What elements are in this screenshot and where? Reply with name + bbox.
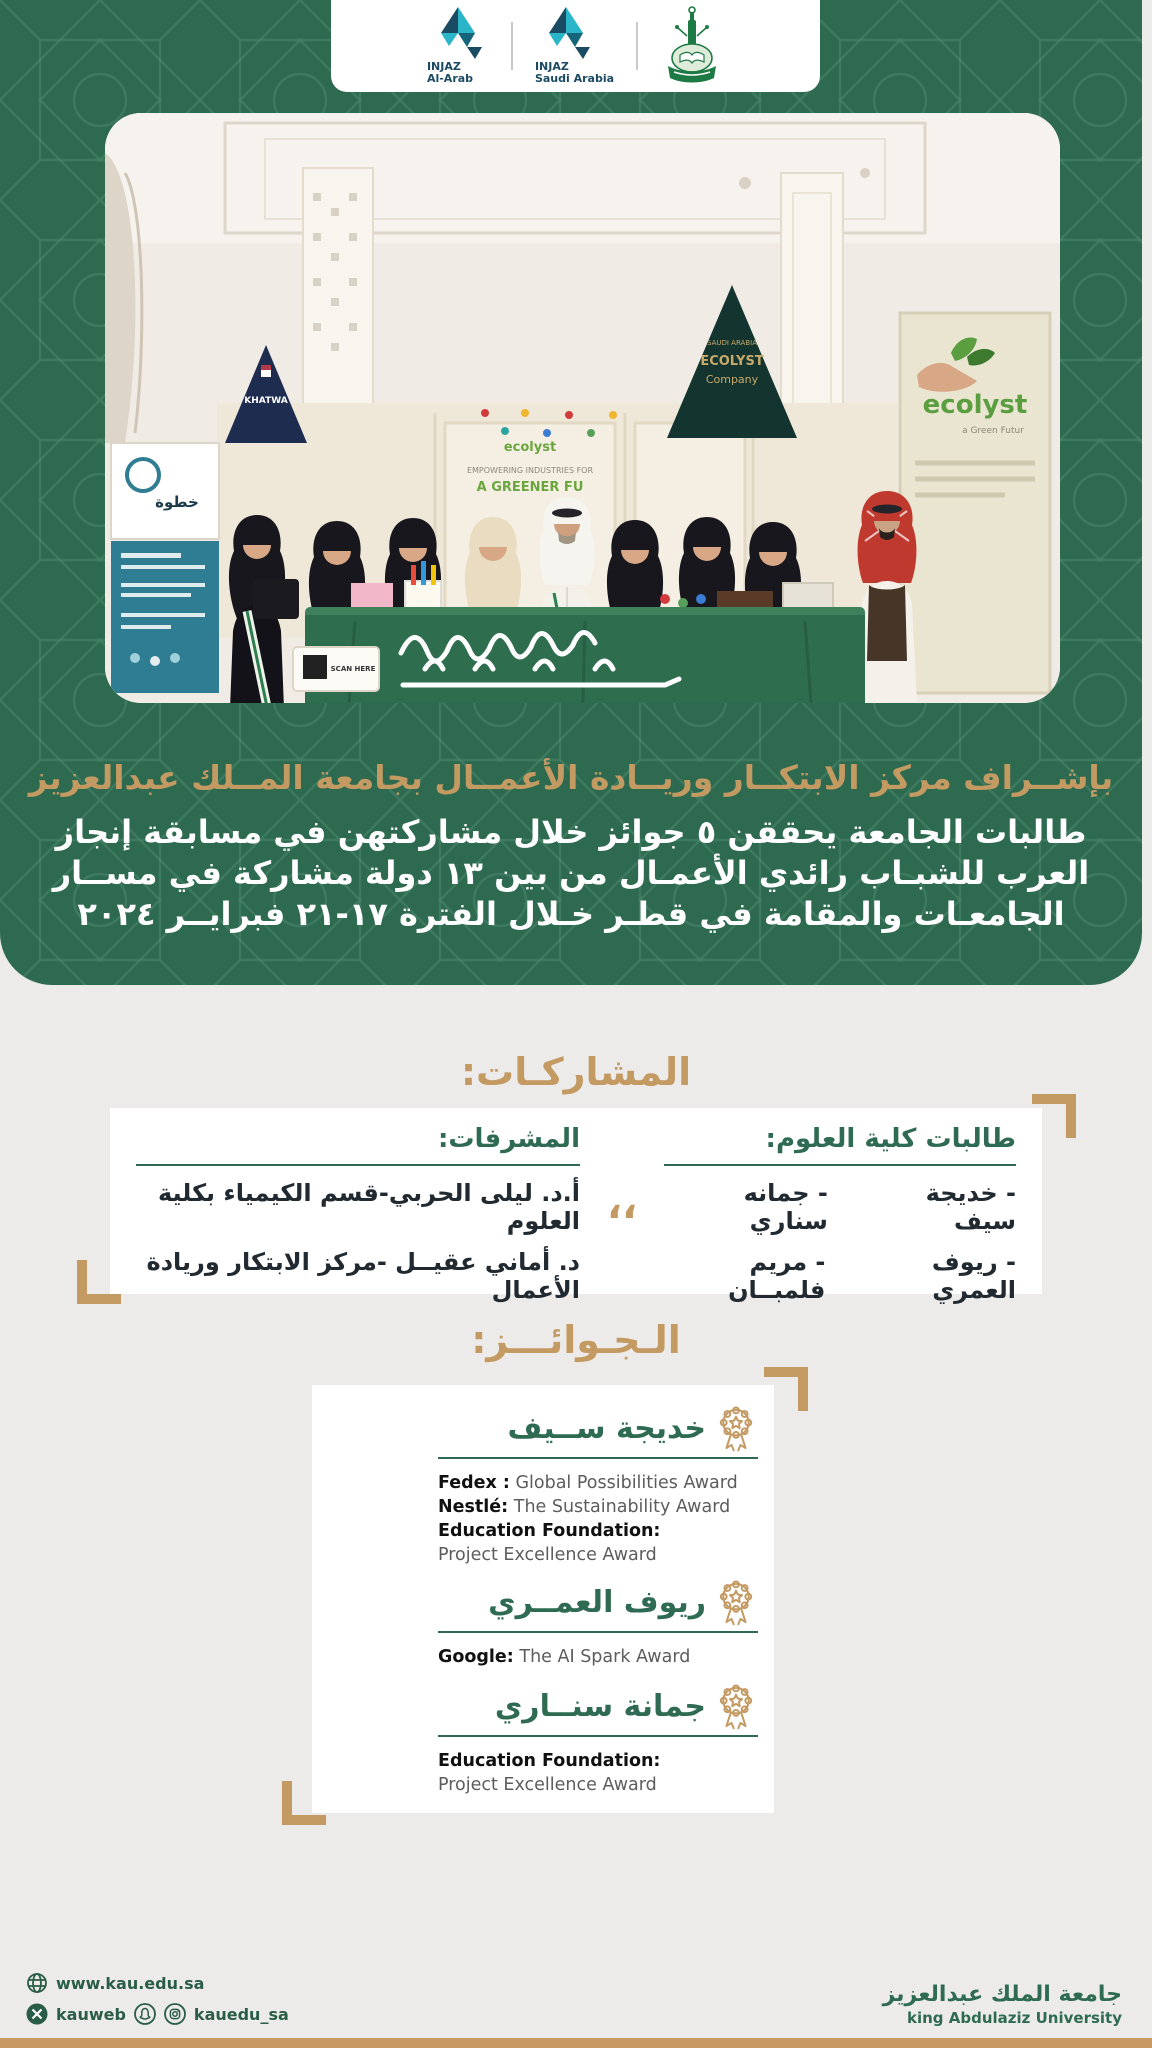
award-line: Education Foundation: Project Excellence Award — [438, 1751, 661, 1795]
award-line: Education Foundation: Project Excellence Award — [438, 1521, 661, 1565]
winner-2-awards — [326, 1645, 760, 1669]
winner-2-name: ريوف العمــري — [488, 1585, 706, 1620]
awards-card — [312, 1385, 774, 1813]
winner-underline — [438, 1457, 758, 1459]
participants-card — [110, 1108, 1042, 1304]
svg-text:EMPOWERING INDUSTRIES FOR: EMPOWERING INDUSTRIES FOR — [466, 466, 594, 475]
students-row-2 — [664, 1248, 1016, 1304]
injaz-alarab-name: INJAZ Al-Arab — [426, 60, 474, 85]
handles-row — [26, 2003, 289, 2025]
injaz-alarab-logo — [427, 7, 489, 85]
students-header: طالبات كلية العلوم: — [664, 1124, 1016, 1166]
award-line: Fedex : Global Possibilities Award — [438, 1473, 738, 1493]
winner-2-row — [326, 1579, 760, 1627]
award-line: Nestlé: The Sustainability Award — [438, 1497, 731, 1517]
supervisors-column — [136, 1124, 580, 1304]
svg-text:ECOLYST: ECOLYST — [700, 354, 764, 369]
svg-text:خطوة: خطوة — [155, 493, 199, 511]
winner-1-name: خديجة ســيف — [507, 1411, 706, 1446]
winner-3-awards — [326, 1749, 760, 1797]
svg-text:a Green Futur: a Green Futur — [962, 426, 1024, 436]
student-name: - ريوف العمري — [931, 1248, 1016, 1304]
supervisor-name: أ.د. ليلى الحربي-قسم الكيمياء بكلية العلوم — [157, 1179, 580, 1235]
supervisor-name: د. أماني عقيــل -مركز الابتكار وريادة الأعمال — [146, 1248, 580, 1304]
university-name-arabic: جامعة الملك عبدالعزيز — [882, 1982, 1122, 2007]
footer-social-block — [26, 1972, 289, 2034]
svg-text:ecolyst: ecolyst — [503, 440, 557, 455]
event-photo-illustration — [105, 113, 1060, 703]
event-photo — [105, 113, 1060, 703]
instagram-icon — [164, 2003, 186, 2025]
logo-divider — [636, 22, 638, 70]
svg-text:SAUDI ARABIA: SAUDI ARABIA — [707, 339, 757, 347]
award-line: Google: The AI Spark Award — [438, 1647, 691, 1667]
supervisors-header: المشرفات: — [136, 1124, 580, 1166]
svg-text:ecolyst: ecolyst — [922, 390, 1028, 420]
svg-text:SCAN HERE: SCAN HERE — [330, 665, 376, 673]
corner-bracket-top-right — [764, 1367, 808, 1411]
svg-text:Company: Company — [705, 373, 759, 386]
participants-title: المشاركـات: — [460, 1050, 692, 1094]
award-rosette-icon — [716, 1579, 756, 1627]
snapchat-icon — [134, 2003, 156, 2025]
quote-icon: ،، — [606, 1182, 638, 1228]
university-name-english: king Abdulaziz University — [907, 2009, 1122, 2027]
corner-bracket-top-right — [1032, 1094, 1076, 1138]
headline-body — [0, 812, 1142, 935]
students-column — [664, 1124, 1016, 1304]
university-signature — [883, 1982, 1122, 2027]
injaz-saudi-logo-icon — [535, 7, 597, 59]
svg-text:KHATWA: KHATWA — [244, 396, 288, 406]
green-header-section — [0, 0, 1142, 985]
svg-text:A GREENER FU: A GREENER FU — [476, 480, 584, 495]
injaz-alarab-logo-icon — [427, 7, 489, 59]
student-name: - مريم فلمبــان — [728, 1248, 826, 1304]
x-handle[interactable]: kauweb — [56, 2004, 126, 2024]
injaz-saudi-logo — [535, 7, 614, 85]
awards-title: الـجـوائـــز: — [471, 1318, 681, 1362]
winner-3-name: جمانة سنــاري — [494, 1689, 706, 1724]
website-link[interactable]: www.kau.edu.sa — [56, 1973, 205, 1993]
winner-underline — [438, 1631, 758, 1633]
body-line-3: الجامعـات والمقامة في قطـر خـلال الفترة ١٧-٢١ فبرايــر ٢٠٢٤ — [77, 895, 1065, 933]
x-icon — [26, 2003, 48, 2025]
winner-1-row — [326, 1405, 760, 1453]
injaz-saudi-name: INJAZ Saudi Arabia — [534, 60, 615, 85]
award-rosette-icon — [716, 1405, 756, 1453]
bottom-accent-bar — [0, 2038, 1152, 2048]
website-row — [26, 1972, 289, 1994]
winner-1-awards — [326, 1471, 760, 1567]
instagram-handle[interactable]: kauedu_sa — [193, 2004, 289, 2024]
globe-icon — [26, 1972, 48, 1994]
body-line-1: طالبات الجامعة يحققن ٥ جوائز خلال مشاركتهن في مسابقة إنجاز — [55, 813, 1087, 851]
student-name: - خديجة سيف — [925, 1179, 1016, 1235]
winner-underline — [438, 1735, 758, 1737]
corner-bracket-bottom-left — [77, 1260, 121, 1304]
kau-logo — [660, 6, 724, 86]
logo-divider — [511, 22, 513, 70]
logo-box — [331, 0, 820, 92]
winner-3-row — [326, 1683, 760, 1731]
students-row-1 — [664, 1179, 1016, 1235]
award-rosette-icon — [716, 1683, 756, 1731]
student-name: - جمانه سناري — [743, 1179, 828, 1235]
body-line-2: العرب للشبـاب رائدي الأعمـال من بين ١٣ دولة مشاركة في مســار — [52, 854, 1090, 892]
corner-bracket-bottom-left — [282, 1781, 326, 1825]
headline-gold: بإشــراف مركز الابتكــار وريــادة الأعمــال بجامعة المــلك عبدالعزيز — [28, 758, 1114, 797]
